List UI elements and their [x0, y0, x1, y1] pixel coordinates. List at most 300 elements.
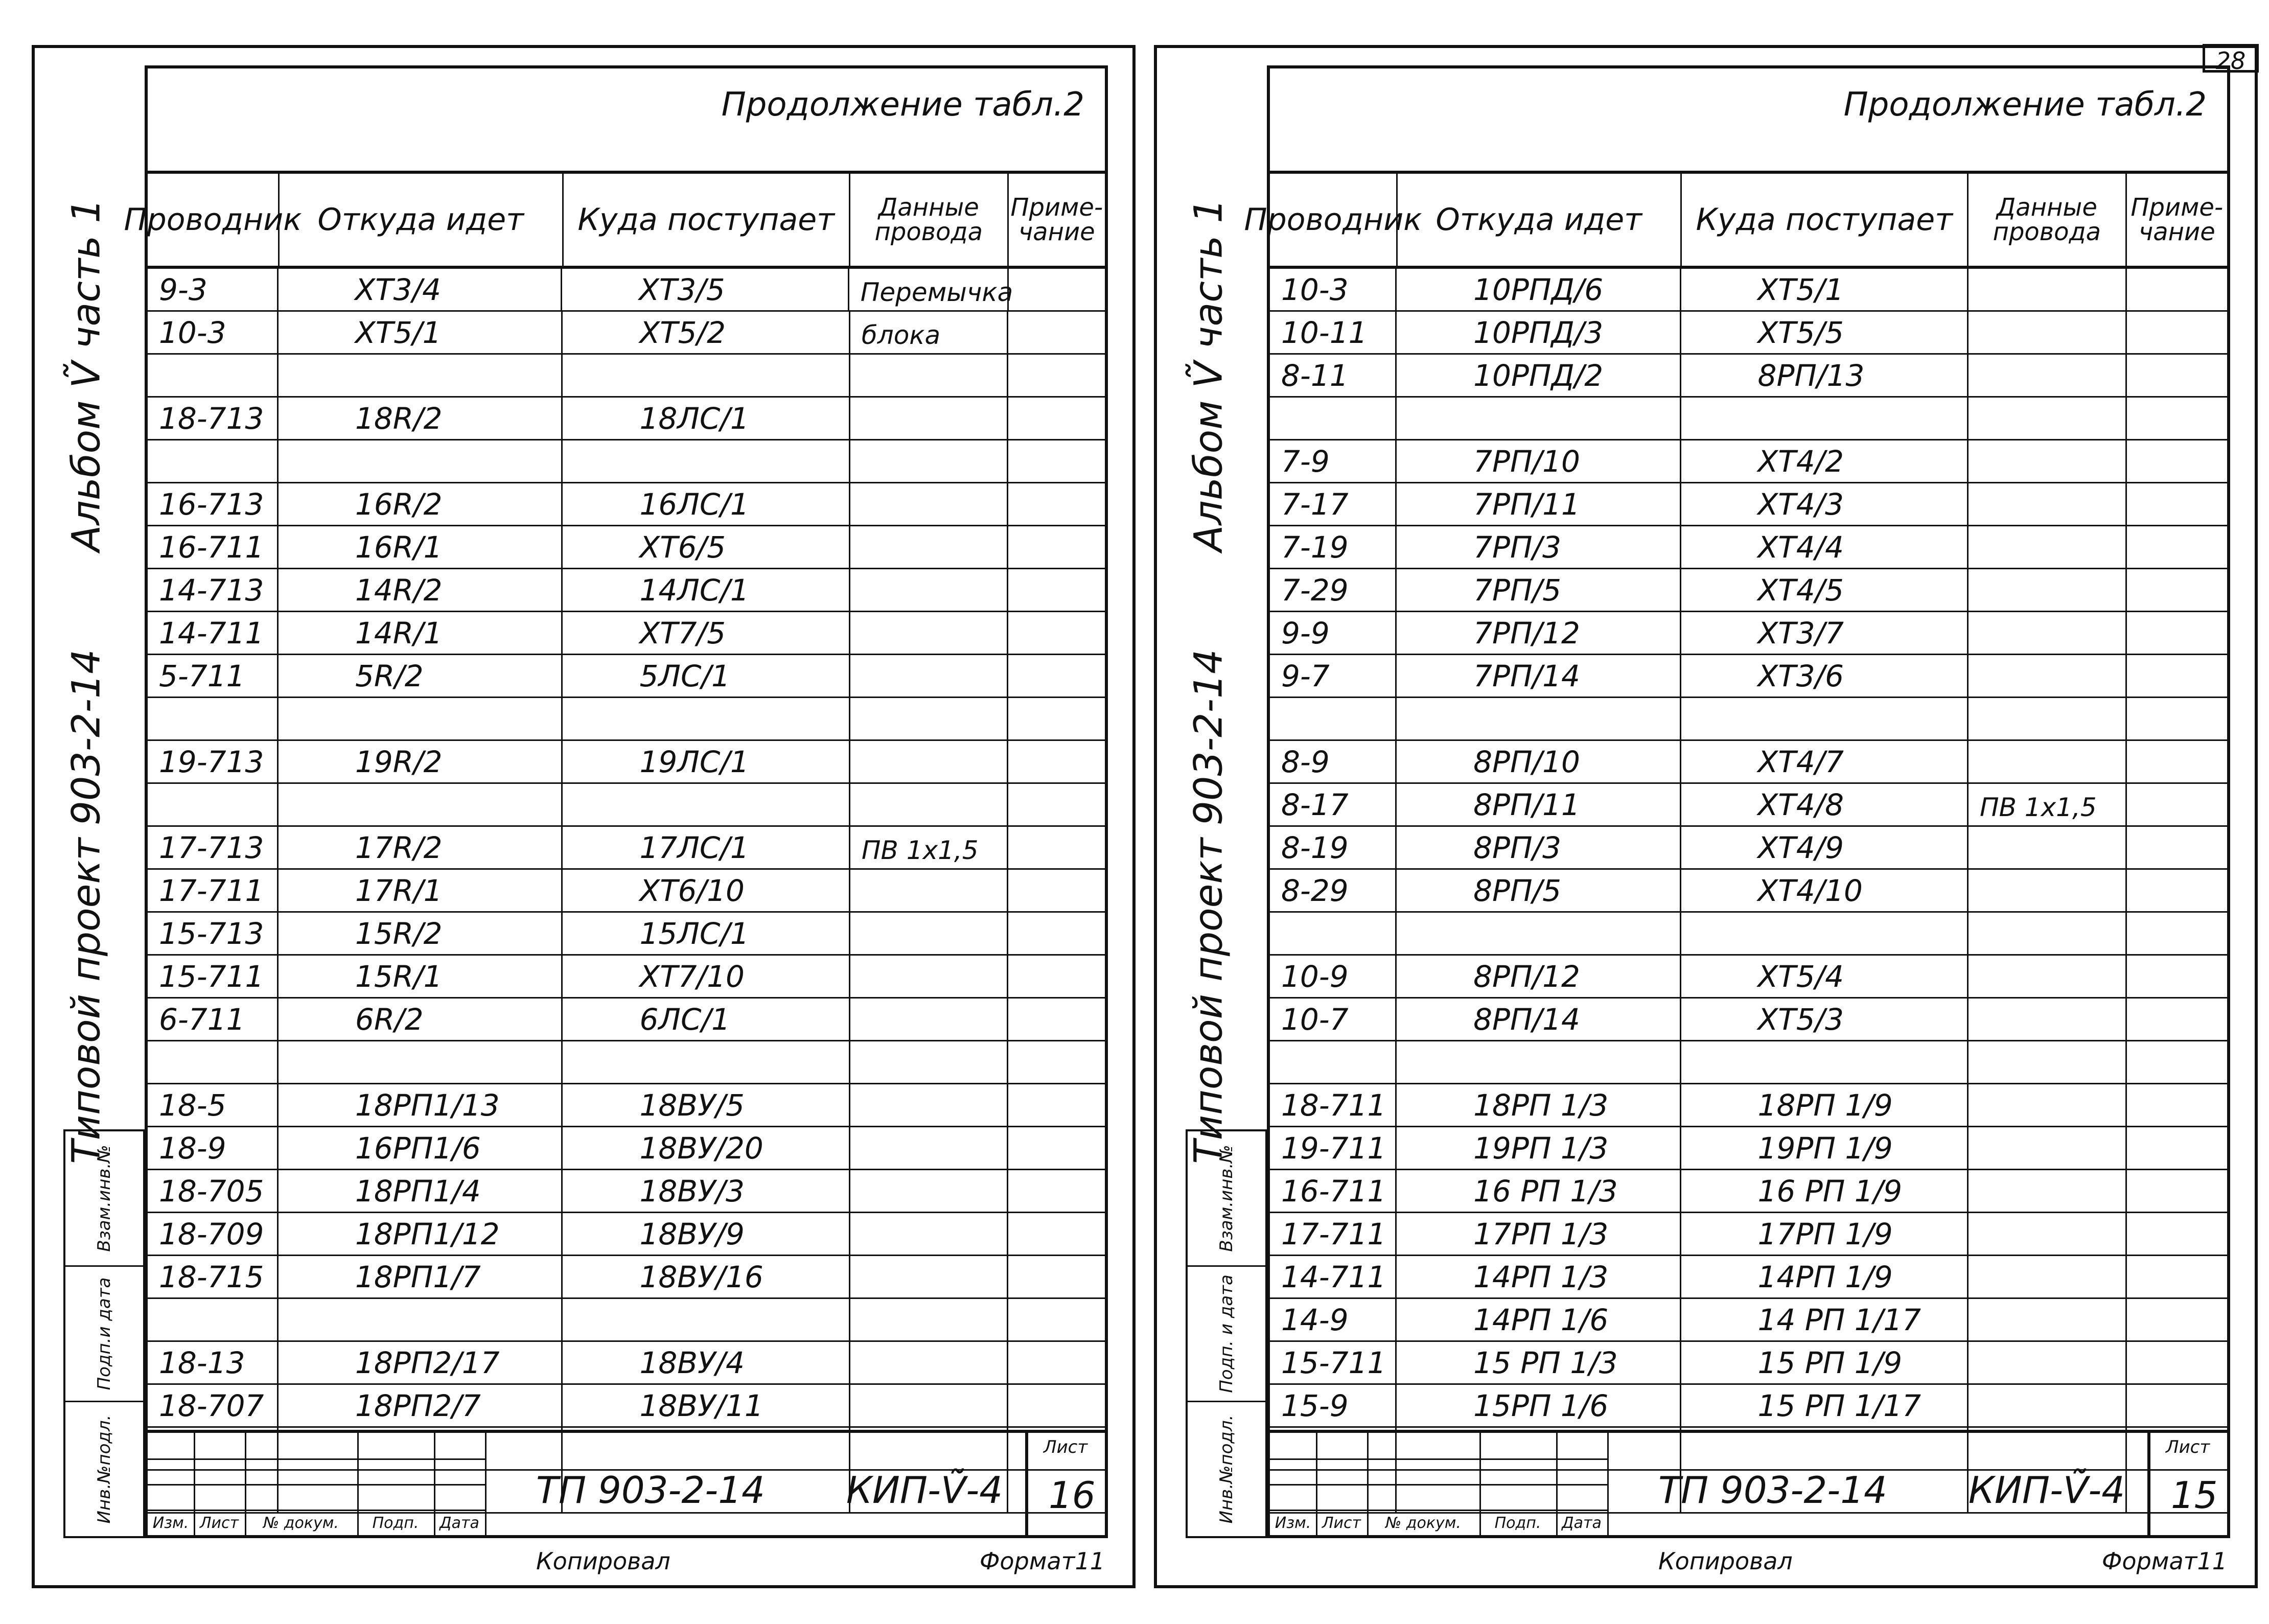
cell-note: [1008, 655, 1105, 697]
cell-wire-data: [850, 355, 1009, 396]
header-from: Откуда идет: [280, 174, 564, 266]
sheet-number: 16: [1049, 1474, 1096, 1517]
cell-to: [563, 784, 850, 825]
cell-from: 8РП/14: [1397, 999, 1681, 1040]
cell-to: XT5/1: [1681, 269, 1969, 310]
cell-to: 17ЛС/1: [563, 827, 850, 868]
cell-to: 18ЛС/1: [563, 398, 850, 439]
cell-to: [563, 1299, 850, 1340]
side-label-project: Типовой проект 903-2-14: [1185, 649, 1231, 1164]
cell-conductor: 18-705: [148, 1170, 279, 1212]
cell-from: [279, 1041, 563, 1083]
table-row: [1270, 526, 2227, 569]
cell-note: [2127, 526, 2227, 568]
table-row: [148, 569, 1105, 612]
cell-to: XT7/10: [563, 956, 850, 997]
cell-to: [563, 440, 850, 482]
cell-to: 6ЛС/1: [563, 999, 850, 1040]
cell-from: 18РП 1/3: [1397, 1084, 1681, 1126]
cell-conductor: 15-711: [148, 956, 279, 997]
cell-from: 15РП 1/6: [1397, 1385, 1681, 1426]
table-row: [148, 827, 1105, 870]
cell-conductor: 16-711: [148, 526, 279, 568]
cell-to: XT4/8: [1681, 784, 1969, 825]
cell-conductor: 7-29: [1270, 569, 1397, 611]
cell-note: [1008, 698, 1105, 739]
cell-from: [1397, 1041, 1681, 1083]
cell-from: 10РПД/6: [1397, 269, 1681, 310]
header-wire-data: Данные провода: [1969, 174, 2127, 266]
cell-note: [1008, 1342, 1105, 1383]
cell-from: 8РП/3: [1397, 827, 1681, 868]
cell-conductor: 8-11: [1270, 355, 1397, 396]
cell-note: [2127, 1041, 2227, 1083]
table-row: [1270, 655, 2227, 698]
side-label-album: Альбом Ṽ часть 1: [63, 198, 109, 552]
cell-from: 18R/2: [279, 398, 563, 439]
table-row: [148, 1213, 1105, 1256]
cell-wire-data: [850, 1256, 1009, 1297]
table-row: [1270, 569, 2227, 612]
cell-conductor: 17-711: [1270, 1213, 1397, 1255]
table-row: [1270, 956, 2227, 999]
cell-wire-data: [850, 1041, 1009, 1083]
cell-from: [1397, 398, 1681, 439]
cell-to: [563, 698, 850, 739]
copied-by: Копировал: [1658, 1547, 1793, 1575]
cell-note: [1008, 827, 1105, 868]
cell-conductor: [148, 1041, 279, 1083]
cell-conductor: 18-713: [148, 398, 279, 439]
document-code: КИП-Ṽ-4: [1968, 1469, 2125, 1512]
header-wire-data: Данные провода: [850, 174, 1009, 266]
approval-strip: [63, 1129, 145, 1538]
cell-wire-data: [1969, 913, 2127, 954]
table-row: [148, 269, 1105, 312]
cell-wire-data: [850, 483, 1009, 525]
cell-note: [2127, 1385, 2227, 1426]
cell-wire-data: ПВ 1х1,5: [1969, 784, 2127, 825]
cell-from: 16R/1: [279, 526, 563, 568]
table-row: [1270, 612, 2227, 655]
cell-wire-data: [850, 913, 1009, 954]
cell-from: [279, 698, 563, 739]
cell-to: 15 РП 1/17: [1681, 1385, 1969, 1426]
wire-table: [124, 171, 1105, 1514]
cell-conductor: [1270, 1041, 1397, 1083]
table-header: [1244, 171, 2227, 269]
cell-wire-data: [850, 870, 1009, 911]
cell-note: [2127, 1299, 2227, 1340]
cell-to: 18РП 1/9: [1681, 1084, 1969, 1126]
cell-note: [1008, 999, 1105, 1040]
format-label: Формат11: [2101, 1547, 2227, 1575]
table-row: [1270, 398, 2227, 440]
cell-from: [279, 440, 563, 482]
cell-conductor: 10-11: [1270, 312, 1397, 353]
cell-wire-data: [850, 398, 1009, 439]
cell-conductor: 16-713: [148, 483, 279, 525]
cell-from: 15R/2: [279, 913, 563, 954]
cell-to: 19РП 1/9: [1681, 1127, 1969, 1169]
table-row: [148, 870, 1105, 913]
cell-conductor: 17-713: [148, 827, 279, 868]
cell-wire-data: [1969, 1213, 2127, 1255]
cell-from: [1397, 698, 1681, 739]
side-label-album: Альбом Ṽ часть 1: [1185, 198, 1231, 552]
cell-note: [1008, 1385, 1105, 1426]
cell-conductor: [1270, 913, 1397, 954]
cell-to: XT5/2: [563, 312, 850, 353]
cell-conductor: 16-711: [1270, 1170, 1397, 1212]
cell-note: [2127, 741, 2227, 782]
cell-to: XT4/3: [1681, 483, 1969, 525]
cell-wire-data: [1969, 269, 2127, 310]
cell-wire-data: [1969, 440, 2127, 482]
cell-from: XT5/1: [279, 312, 563, 353]
cell-from: 14R/1: [279, 612, 563, 654]
cell-note: [2127, 269, 2227, 310]
cell-to: XT5/3: [1681, 999, 1969, 1040]
table-row: [148, 698, 1105, 741]
cell-to: XT5/4: [1681, 956, 1969, 997]
cell-note: [2127, 483, 2227, 525]
sheet-right: [1154, 45, 2258, 1588]
cell-to: 18ВУ/3: [563, 1170, 850, 1212]
cell-note: [2127, 398, 2227, 439]
table-row: [148, 999, 1105, 1041]
cell-from: 7РП/12: [1397, 612, 1681, 654]
cell-wire-data: [850, 612, 1009, 654]
cell-from: 7РП/3: [1397, 526, 1681, 568]
table-row: [1270, 698, 2227, 741]
cell-note: [2127, 1256, 2227, 1297]
header-conductor: Проводник: [1270, 174, 1398, 266]
cell-note: [2127, 1127, 2227, 1169]
table-row: [148, 440, 1105, 483]
cell-wire-data: [1969, 1041, 2127, 1083]
cell-note: [1008, 612, 1105, 654]
cell-conductor: 7-19: [1270, 526, 1397, 568]
cell-note: [2127, 870, 2227, 911]
cell-wire-data: [1969, 483, 2127, 525]
cell-to: 18ВУ/20: [563, 1127, 850, 1169]
side-label-project: Типовой проект 903-2-14: [63, 649, 109, 1164]
cell-to: 14ЛС/1: [563, 569, 850, 611]
cell-note: [1008, 741, 1105, 782]
cell-note: [2127, 827, 2227, 868]
cell-to: XT6/10: [563, 870, 850, 911]
table-row: [1270, 1342, 2227, 1385]
table-row: [148, 1127, 1105, 1170]
strip-cell: Взам.инв.№: [65, 1131, 143, 1267]
cell-note: [1008, 1170, 1105, 1212]
cell-wire-data: [850, 1170, 1009, 1212]
table-row: [148, 612, 1105, 655]
cell-wire-data: [850, 1299, 1009, 1340]
cell-wire-data: [1969, 999, 2127, 1040]
cell-from: 14РП 1/3: [1397, 1256, 1681, 1297]
table-row: [148, 1342, 1105, 1385]
cell-note: [2127, 1084, 2227, 1126]
cell-from: 7РП/10: [1397, 440, 1681, 482]
cell-to: XT4/2: [1681, 440, 1969, 482]
cell-from: 10РПД/2: [1397, 355, 1681, 396]
cell-wire-data: [1969, 698, 2127, 739]
continuation-label: Продолжение табл.2: [721, 86, 1084, 124]
format-label: Формат11: [979, 1547, 1105, 1575]
stamp-labels: Изм. Лист № докум. Подп. Дата: [152, 1514, 479, 1532]
cell-from: 18РП1/7: [279, 1256, 563, 1297]
table-frame: [1244, 65, 2230, 1575]
cell-conductor: 18-5: [148, 1084, 279, 1126]
cell-from: 17R/2: [279, 827, 563, 868]
cell-note: [2127, 999, 2227, 1040]
cell-to: 15 РП 1/9: [1681, 1342, 1969, 1383]
cell-note: [1008, 1084, 1105, 1126]
cell-note: [2127, 569, 2227, 611]
cell-to: XT3/7: [1681, 612, 1969, 654]
table-body: [148, 269, 1105, 1514]
table-row: [1270, 741, 2227, 784]
cell-note: [2127, 698, 2227, 739]
cell-note: [2127, 913, 2227, 954]
table-row: [148, 1084, 1105, 1127]
cell-conductor: 14-711: [1270, 1256, 1397, 1297]
cell-conductor: [148, 698, 279, 739]
cell-wire-data: [1969, 1256, 2127, 1297]
cell-wire-data: ПВ 1х1,5: [850, 827, 1009, 868]
cell-conductor: [148, 355, 279, 396]
cell-note: [1008, 1213, 1105, 1255]
table-row: [1270, 1299, 2227, 1342]
cell-from: 18РП1/4: [279, 1170, 563, 1212]
cell-wire-data: блока: [850, 312, 1009, 353]
table-row: [148, 526, 1105, 569]
cell-wire-data: [850, 1213, 1009, 1255]
table-row: [1270, 1041, 2227, 1084]
cell-from: 18РП1/13: [279, 1084, 563, 1126]
cell-wire-data: [1969, 398, 2127, 439]
cell-conductor: 18-13: [148, 1342, 279, 1383]
document-code: КИП-Ṽ-4: [846, 1469, 1003, 1512]
cell-to: XT7/5: [563, 612, 850, 654]
cell-conductor: 18-711: [1270, 1084, 1397, 1126]
header-conductor: Проводник: [148, 174, 280, 266]
cell-wire-data: [1969, 1127, 2127, 1169]
cell-conductor: 8-29: [1270, 870, 1397, 911]
strip-cell: Подп.и дата: [65, 1267, 143, 1402]
cell-conductor: 9-9: [1270, 612, 1397, 654]
cell-wire-data: [1969, 312, 2127, 353]
strip-cell: Взам.инв.№: [1188, 1131, 1265, 1267]
cell-to: XT3/6: [1681, 655, 1969, 697]
table-row: [1270, 269, 2227, 312]
table-body: [1270, 269, 2227, 1514]
cell-from: 7РП/14: [1397, 655, 1681, 697]
cell-note: [1008, 312, 1105, 353]
cell-to: XT6/5: [563, 526, 850, 568]
cell-note: [1008, 1256, 1105, 1297]
table-row: [148, 913, 1105, 956]
cell-wire-data: [1969, 870, 2127, 911]
cell-to: 18ВУ/9: [563, 1213, 850, 1255]
cell-conductor: 18-707: [148, 1385, 279, 1426]
cell-conductor: 15-711: [1270, 1342, 1397, 1383]
table-row: [148, 1385, 1105, 1428]
cell-to: XT4/9: [1681, 827, 1969, 868]
cell-wire-data: [1969, 526, 2127, 568]
table-row: [1270, 1084, 2227, 1127]
cell-note: [1008, 784, 1105, 825]
cell-conductor: 6-711: [148, 999, 279, 1040]
cell-to: [1681, 1041, 1969, 1083]
cell-from: 16R/2: [279, 483, 563, 525]
header-note: Приме-чание: [2131, 193, 2224, 246]
cell-wire-data: [850, 655, 1009, 697]
cell-conductor: 19-713: [148, 741, 279, 782]
table-row: [1270, 440, 2227, 483]
cell-wire-data: [1969, 1084, 2127, 1126]
cell-conductor: 14-713: [148, 569, 279, 611]
cell-to: XT4/10: [1681, 870, 1969, 911]
cell-to: 17РП 1/9: [1681, 1213, 1969, 1255]
wire-table: [1244, 171, 2227, 1514]
cell-note: [2127, 956, 2227, 997]
stamp-labels: Изм. Лист № докум. Подп. Дата: [1275, 1514, 1602, 1532]
table-row: [148, 1041, 1105, 1084]
strip-cell: Подп. и дата: [1188, 1267, 1265, 1402]
cell-to: XT4/4: [1681, 526, 1969, 568]
cell-conductor: 10-7: [1270, 999, 1397, 1040]
cell-wire-data: [1969, 1342, 2127, 1383]
cell-conductor: [148, 784, 279, 825]
header-note: Приме-чание: [1010, 193, 1103, 246]
cell-note: [2127, 612, 2227, 654]
cell-wire-data: [850, 440, 1009, 482]
title-block: [148, 1430, 1105, 1575]
table-row: [1270, 1170, 2227, 1213]
cell-to: 18ВУ/16: [563, 1256, 850, 1297]
cell-note: [1008, 398, 1105, 439]
cell-from: 19РП 1/3: [1397, 1127, 1681, 1169]
cell-note: [2127, 784, 2227, 825]
header-from: Откуда идет: [1398, 174, 1682, 266]
cell-conductor: 8-17: [1270, 784, 1397, 825]
cell-conductor: 10-3: [148, 312, 279, 353]
cell-from: 18РП2/7: [279, 1385, 563, 1426]
cell-note: [2127, 1342, 2227, 1383]
cell-note: [1008, 1299, 1105, 1340]
cell-wire-data: [850, 526, 1009, 568]
cell-from: 14РП 1/6: [1397, 1299, 1681, 1340]
cell-conductor: 17-711: [148, 870, 279, 911]
table-row: [1270, 1256, 2227, 1299]
table-row: [1270, 483, 2227, 526]
sheet-number-box: Лист 15: [2147, 1433, 2227, 1535]
copied-by: Копировал: [536, 1547, 670, 1575]
cell-wire-data: [1969, 1385, 2127, 1426]
cell-conductor: 15-713: [148, 913, 279, 954]
cell-note: [2127, 1213, 2227, 1255]
cell-from: 17R/1: [279, 870, 563, 911]
cell-note: [2127, 312, 2227, 353]
cell-wire-data: [850, 1084, 1009, 1126]
cell-to: 19ЛС/1: [563, 741, 850, 782]
cell-wire-data: [850, 999, 1009, 1040]
cell-wire-data: [850, 698, 1009, 739]
table-row: [1270, 355, 2227, 398]
cell-wire-data: [850, 741, 1009, 782]
table-frame: [124, 65, 1108, 1575]
cell-to: 16ЛС/1: [563, 483, 850, 525]
cell-conductor: 5-711: [148, 655, 279, 697]
cell-conductor: 8-19: [1270, 827, 1397, 868]
cell-conductor: 14-9: [1270, 1299, 1397, 1340]
cell-to: 14РП 1/9: [1681, 1256, 1969, 1297]
table-row: [148, 741, 1105, 784]
cell-from: 10РПД/3: [1397, 312, 1681, 353]
cell-note: [1008, 483, 1105, 525]
cell-from: 8РП/10: [1397, 741, 1681, 782]
cell-note: [1008, 870, 1105, 911]
cell-conductor: 18-9: [148, 1127, 279, 1169]
table-row: [1270, 1213, 2227, 1256]
cell-conductor: [1270, 398, 1397, 439]
cell-to: 5ЛС/1: [563, 655, 850, 697]
cell-from: [1397, 913, 1681, 954]
cell-from: XT3/4: [279, 269, 563, 310]
cell-wire-data: [1969, 355, 2127, 396]
cell-from: 8РП/5: [1397, 870, 1681, 911]
cell-from: [279, 784, 563, 825]
cell-from: 15 РП 1/3: [1397, 1342, 1681, 1383]
cell-to: 18ВУ/11: [563, 1385, 850, 1426]
cell-conductor: [148, 440, 279, 482]
cell-to: [563, 1041, 850, 1083]
cell-from: 18РП2/17: [279, 1342, 563, 1383]
table-row: [1270, 1385, 2227, 1428]
cell-note: [1008, 526, 1105, 568]
cell-note: [1008, 1127, 1105, 1169]
table-row: [148, 1256, 1105, 1299]
document-title: ТП 903-2-14: [536, 1469, 765, 1512]
cell-conductor: 8-9: [1270, 741, 1397, 782]
table-row: [1270, 870, 2227, 913]
cell-conductor: 15-9: [1270, 1385, 1397, 1426]
cell-wire-data: [1969, 569, 2127, 611]
cell-note: [1008, 440, 1105, 482]
cell-from: 16 РП 1/3: [1397, 1170, 1681, 1212]
table-row: [148, 355, 1105, 398]
cell-note: [2127, 655, 2227, 697]
cell-conductor: 18-709: [148, 1213, 279, 1255]
cell-wire-data: [1969, 655, 2127, 697]
cell-wire-data: [850, 1385, 1009, 1426]
cell-to: 14 РП 1/17: [1681, 1299, 1969, 1340]
table-header: [124, 171, 1105, 269]
cell-note: [1009, 269, 1105, 310]
cell-to: 8РП/13: [1681, 355, 1969, 396]
table-row: [148, 1170, 1105, 1213]
cell-from: 5R/2: [279, 655, 563, 697]
strip-cell: Инв.№подл.: [1216, 1414, 1237, 1524]
cell-from: 18РП1/12: [279, 1213, 563, 1255]
strip-cell: Инв.№подл.: [94, 1414, 114, 1524]
table-row: [148, 398, 1105, 440]
cell-wire-data: [1969, 827, 2127, 868]
header-to: Куда поступает: [1682, 174, 1969, 266]
